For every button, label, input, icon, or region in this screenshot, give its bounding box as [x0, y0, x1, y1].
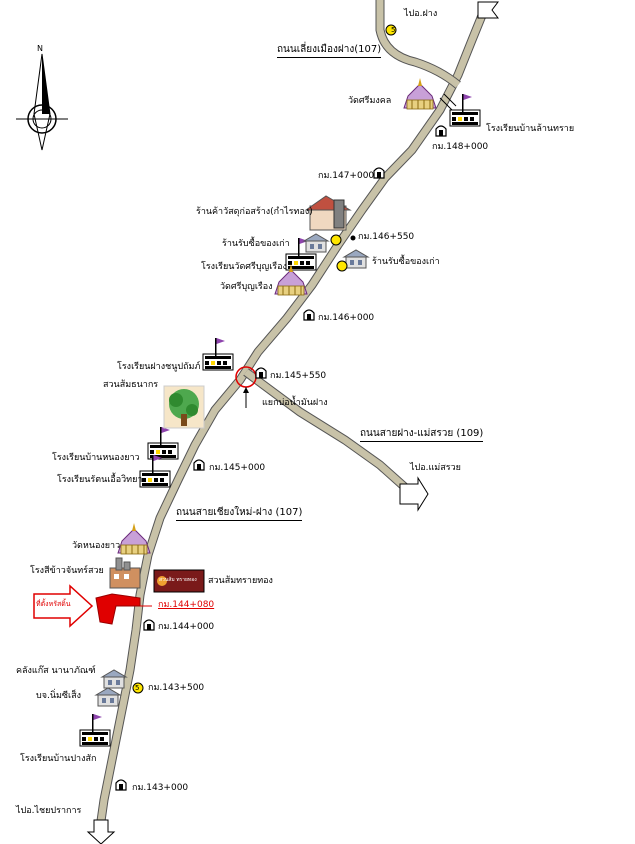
- km-label-146550: กม.146+550: [358, 232, 415, 242]
- road-name-bypass: ถนนเลี่ยงเมืองฝาง(107): [277, 44, 381, 58]
- north-label: N: [37, 44, 43, 53]
- km-label-148: กม.148+000: [432, 142, 489, 152]
- km-label-145: กม.145+000: [209, 463, 266, 473]
- km-label-144: กม.144+000: [158, 622, 215, 632]
- arrow-to-fang-icon: [478, 2, 498, 18]
- km-label-145550: กม.145+550: [270, 371, 327, 381]
- label-school-ban-pang-sak: โรงเรียนบ้านปางสัก: [20, 754, 97, 764]
- factory-chan-suai-icon: [110, 558, 140, 588]
- company-nimchiang-icon: [96, 688, 120, 706]
- arrow-to-chai-prakan-icon: [88, 820, 114, 844]
- km-post-146-icon: [304, 310, 314, 320]
- label-junk-buyer-right: ร้านรับซื้อของเก่า: [372, 257, 440, 267]
- label-school-ruamjai-witthaya: โรงเรียนรัตนเอื้อวิทยา: [57, 475, 143, 485]
- label-hot-spring-junction: แยกบ่อน้ำมันฝาง: [262, 398, 328, 408]
- label-school-ban-nong-yao: โรงเรียนบ้านหนองยาว: [52, 453, 140, 463]
- warehouse-nanaphat-icon: [102, 670, 126, 688]
- km-post-145550-icon: [256, 368, 266, 378]
- label-sai-thong-sign: สวนส้ม ทรายทอง: [159, 577, 197, 583]
- label-wat-sri-mongkol: วัดศรีมงคล: [348, 96, 392, 106]
- orchard-tree-icon: [164, 386, 204, 428]
- junk-buyer-right-icon: [344, 250, 368, 268]
- km-label-146: กม.146+000: [318, 313, 375, 323]
- junk-buyer-left-icon: [304, 234, 328, 252]
- label-orchard-thanakorn: สวนส้มธนากร: [103, 380, 159, 390]
- km-post-143-icon: [116, 780, 126, 790]
- direction-to-mae-suai: ไปอ.แม่สรวย: [410, 463, 461, 473]
- label-wat-nong-yao: วัดหนองยาว: [72, 541, 121, 551]
- school-ban-pang-sak-icon: [80, 714, 110, 746]
- route-badge-bottom-number: 5: [135, 684, 140, 692]
- km-post-145-icon: [194, 460, 204, 470]
- label-factory-chan-suai: โรงสีข้าวจันทร์สวย: [30, 566, 104, 576]
- label-school-fang-chanupathum: โรงเรียนฝางชนูปถัมภ์: [117, 362, 201, 372]
- bus-stop-badge-2-icon: [337, 261, 347, 271]
- wat-sri-mongkol-icon: [404, 78, 436, 109]
- km-post-144-icon: [144, 620, 154, 630]
- location-marker-km: กม.144+080: [158, 600, 215, 610]
- km-label-147: กม.147+000: [318, 171, 375, 181]
- label-company-nimchiang: บจ.นิ่มซีเส็ง: [36, 691, 82, 701]
- school-ban-lansai-icon: [450, 94, 480, 126]
- direction-to-chai-prakan: ไปอ.ไชยปราการ: [16, 806, 82, 816]
- location-marker-label: ที่ตั้งหรัสดิ้น: [36, 600, 71, 608]
- label-school-ban-lansai: โรงเรียนบ้านล้านทราย: [486, 124, 575, 134]
- km-post-147-icon: [374, 168, 384, 178]
- label-school-wat-sri-bunrueang: โรงเรียนวัดศรีบุญเรือง: [201, 262, 287, 272]
- road-name-fang-maesuai: ถนนสายฝาง-แม่สรวย (109): [360, 428, 483, 442]
- label-construction-store: ร้านค้าวัสดุก่อสร้าง(กำไรทอง): [196, 207, 313, 217]
- label-orchard-sai-thong: สวนส้มทรายทอง: [208, 576, 273, 586]
- wat-nong-yao-icon: [118, 523, 150, 554]
- direction-to-fang: ไปอ.ฝาง: [404, 9, 438, 19]
- north-arrow-icon: [16, 54, 68, 150]
- km-label-143500: กม.143+500: [148, 683, 205, 693]
- school-fang-chanupathum-icon: [203, 338, 233, 370]
- km-label-143: กม.143+000: [132, 783, 189, 793]
- label-warehouse-nanaphat: คลังแก๊ส นานาภัณฑ์: [16, 666, 96, 676]
- road-network: [100, 0, 485, 828]
- label-junk-buyer-left: ร้านรับซื้อของเก่า: [222, 239, 290, 249]
- school-ban-nong-yao-icon: [148, 427, 178, 459]
- km-146550-dot-icon: [351, 236, 356, 241]
- label-wat-sri-bunrueang: วัดศรีบุญเรือง: [220, 282, 273, 292]
- km-post-148-icon: [436, 126, 446, 136]
- route-badge-top-number: 5: [391, 26, 396, 34]
- bus-stop-badge-1-icon: [331, 235, 341, 245]
- road-name-chiangmai-fang: ถนนสายเชียงใหม่-ฝาง (107): [176, 507, 302, 521]
- school-ruamjai-witthaya-icon: [140, 455, 170, 487]
